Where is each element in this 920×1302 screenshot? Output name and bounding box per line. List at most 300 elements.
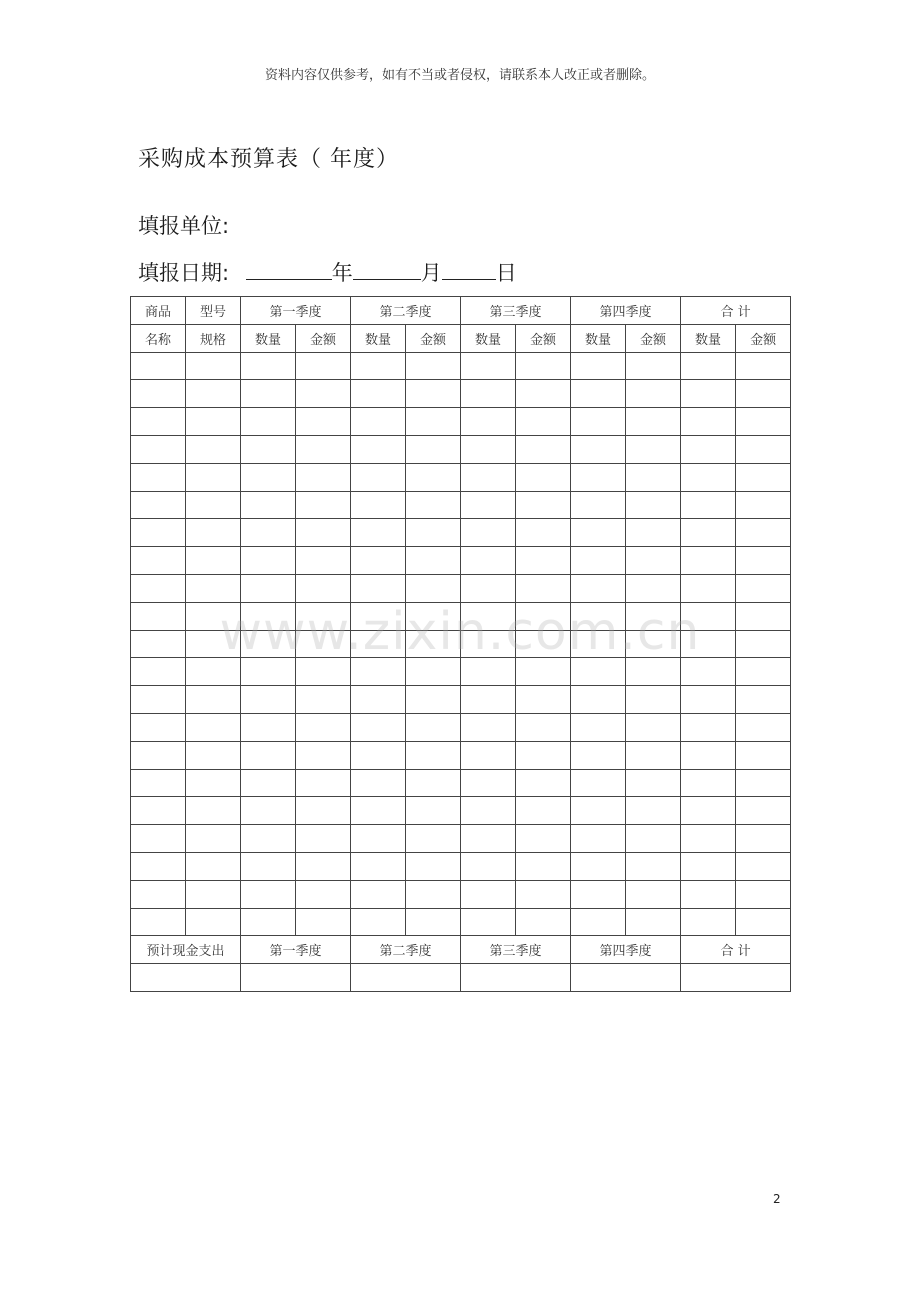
table-cell[interactable] [406, 630, 461, 658]
table-cell[interactable] [681, 880, 736, 908]
table-row [131, 686, 791, 714]
table-cell[interactable] [296, 602, 351, 630]
table-cell[interactable] [516, 825, 571, 853]
cash-value-cell[interactable] [571, 964, 681, 992]
table-cell[interactable] [406, 602, 461, 630]
header-model-spec-top: 型号 [186, 297, 241, 325]
table-cell[interactable] [131, 519, 186, 547]
table-cell[interactable] [186, 408, 241, 436]
table-cell[interactable] [461, 602, 516, 630]
table-cell[interactable] [516, 686, 571, 714]
table-cell[interactable] [296, 435, 351, 463]
table-cell[interactable] [351, 352, 406, 380]
table-cell[interactable] [626, 435, 681, 463]
table-cell[interactable] [406, 380, 461, 408]
table-cell[interactable] [131, 769, 186, 797]
table-cell[interactable] [351, 602, 406, 630]
table-row [131, 602, 791, 630]
table-cell[interactable] [516, 797, 571, 825]
header-item-name-bottom: 名称 [131, 324, 186, 352]
table-cell[interactable] [736, 658, 791, 686]
table-cell[interactable] [241, 741, 296, 769]
table-cell[interactable] [351, 769, 406, 797]
table-cell[interactable] [736, 352, 791, 380]
table-cell[interactable] [681, 713, 736, 741]
table-cell[interactable] [296, 908, 351, 936]
table-cell[interactable] [626, 630, 681, 658]
table-row [131, 547, 791, 575]
table-cell[interactable] [406, 769, 461, 797]
table-cell[interactable] [241, 852, 296, 880]
table-cell[interactable] [461, 797, 516, 825]
table-cell[interactable] [571, 435, 626, 463]
table-cell[interactable] [131, 602, 186, 630]
table-cell[interactable] [516, 491, 571, 519]
table-cell[interactable] [461, 880, 516, 908]
cash-column-header: 第三季度 [461, 936, 571, 964]
table-row [131, 408, 791, 436]
table-row [131, 825, 791, 853]
table-cell[interactable] [516, 658, 571, 686]
table-cell[interactable] [351, 880, 406, 908]
table-cell[interactable] [626, 852, 681, 880]
table-cell[interactable] [241, 435, 296, 463]
table-cell[interactable] [681, 797, 736, 825]
table-cell[interactable] [186, 574, 241, 602]
table-cell[interactable] [186, 769, 241, 797]
document-title: 采购成本预算表（ 年度） [138, 147, 399, 172]
table-cell[interactable] [296, 797, 351, 825]
table-cell[interactable] [571, 463, 626, 491]
table-cell[interactable] [186, 602, 241, 630]
table-cell[interactable] [736, 380, 791, 408]
table-cell[interactable] [681, 519, 736, 547]
table-cell[interactable] [571, 686, 626, 714]
table-cell[interactable] [736, 574, 791, 602]
table-cell[interactable] [241, 686, 296, 714]
table-row [131, 352, 791, 380]
table-cell[interactable] [461, 352, 516, 380]
table-cell[interactable] [681, 547, 736, 575]
table-cell[interactable] [296, 880, 351, 908]
table-cell[interactable] [681, 491, 736, 519]
table-cell[interactable] [131, 852, 186, 880]
table-cell[interactable] [296, 713, 351, 741]
table-cell[interactable] [186, 630, 241, 658]
header-quantity: 数量 [351, 324, 406, 352]
table-cell[interactable] [296, 769, 351, 797]
month-blank [353, 259, 421, 280]
table-cell[interactable] [736, 713, 791, 741]
table-cell[interactable] [571, 352, 626, 380]
table-cell[interactable] [406, 908, 461, 936]
table-cell[interactable] [571, 380, 626, 408]
table-cell[interactable] [516, 741, 571, 769]
table-cell[interactable] [626, 908, 681, 936]
table-cell[interactable] [131, 741, 186, 769]
table-cell[interactable] [131, 463, 186, 491]
table-cell[interactable] [351, 797, 406, 825]
table-cell[interactable] [571, 519, 626, 547]
cash-expenditure-label: 预计现金支出 [131, 936, 241, 964]
table-cell[interactable] [736, 435, 791, 463]
table-cell[interactable] [571, 880, 626, 908]
table-cell[interactable] [626, 352, 681, 380]
table-cell[interactable] [406, 713, 461, 741]
table-cell[interactable] [626, 602, 681, 630]
header-amount: 金额 [626, 324, 681, 352]
table-cell[interactable] [736, 797, 791, 825]
table-cell[interactable] [736, 825, 791, 853]
table-cell[interactable] [241, 880, 296, 908]
table-cell[interactable] [571, 491, 626, 519]
table-cell[interactable] [351, 686, 406, 714]
table-cell[interactable] [626, 547, 681, 575]
table-cell[interactable] [131, 435, 186, 463]
table-cell[interactable] [296, 630, 351, 658]
table-cell[interactable] [241, 352, 296, 380]
table-cell[interactable] [296, 380, 351, 408]
table-cell[interactable] [296, 658, 351, 686]
table-cell[interactable] [351, 463, 406, 491]
header-item-name-top: 商品 [131, 297, 186, 325]
table-cell[interactable] [406, 741, 461, 769]
table-cell[interactable] [681, 352, 736, 380]
table-cell[interactable] [351, 713, 406, 741]
table-cell[interactable] [186, 797, 241, 825]
day-blank [442, 259, 496, 280]
month-label: 月 [420, 261, 442, 285]
table-cell[interactable] [186, 852, 241, 880]
table-cell[interactable] [131, 825, 186, 853]
table-cell[interactable] [406, 658, 461, 686]
table-cell[interactable] [681, 630, 736, 658]
table-cell[interactable] [736, 880, 791, 908]
table-cell[interactable] [186, 741, 241, 769]
table-cell[interactable] [131, 658, 186, 686]
table-cell[interactable] [516, 769, 571, 797]
table-cell[interactable] [461, 658, 516, 686]
table-cell[interactable] [461, 769, 516, 797]
table-cell[interactable] [461, 908, 516, 936]
watermark: www.zixin.com.cn [219, 602, 701, 662]
table-cell[interactable] [516, 574, 571, 602]
table-cell[interactable] [736, 519, 791, 547]
table-cell[interactable] [571, 797, 626, 825]
table-cell[interactable] [516, 852, 571, 880]
table-cell[interactable] [296, 574, 351, 602]
table-cell[interactable] [241, 408, 296, 436]
table-cell[interactable] [516, 519, 571, 547]
cash-value-cell[interactable] [131, 964, 241, 992]
table-cell[interactable] [131, 380, 186, 408]
table-cell[interactable] [406, 352, 461, 380]
cash-header-row [131, 936, 791, 964]
table-cell[interactable] [516, 408, 571, 436]
table-row [131, 519, 791, 547]
table-cell[interactable] [516, 352, 571, 380]
table-cell[interactable] [351, 408, 406, 436]
cash-column-header: 合 计 [681, 936, 791, 964]
table-cell[interactable] [241, 574, 296, 602]
table-cell[interactable] [681, 380, 736, 408]
table-cell[interactable] [241, 825, 296, 853]
table-cell[interactable] [131, 686, 186, 714]
table-cell[interactable] [626, 741, 681, 769]
header-amount: 金额 [736, 324, 791, 352]
table-cell[interactable] [406, 547, 461, 575]
cash-value-cell[interactable] [241, 964, 351, 992]
table-cell[interactable] [131, 713, 186, 741]
table-cell[interactable] [406, 519, 461, 547]
table-cell[interactable] [461, 825, 516, 853]
table-cell[interactable] [186, 547, 241, 575]
table-cell[interactable] [351, 852, 406, 880]
table-cell[interactable] [406, 463, 461, 491]
table-cell[interactable] [516, 435, 571, 463]
table-cell[interactable] [736, 769, 791, 797]
table-cell[interactable] [406, 797, 461, 825]
table-cell[interactable] [241, 908, 296, 936]
table-cell[interactable] [186, 658, 241, 686]
table-cell[interactable] [296, 352, 351, 380]
table-cell[interactable] [681, 852, 736, 880]
table-cell[interactable] [681, 574, 736, 602]
header-row-quarters [131, 297, 791, 325]
table-cell[interactable] [296, 547, 351, 575]
table-cell[interactable] [131, 547, 186, 575]
table-cell[interactable] [296, 519, 351, 547]
table-cell[interactable] [571, 574, 626, 602]
table-cell[interactable] [681, 825, 736, 853]
table-cell[interactable] [461, 713, 516, 741]
table-cell[interactable] [186, 825, 241, 853]
table-cell[interactable] [241, 463, 296, 491]
table-cell[interactable] [571, 713, 626, 741]
table-cell[interactable] [131, 491, 186, 519]
header-quantity: 数量 [571, 324, 626, 352]
table-cell[interactable] [626, 797, 681, 825]
table-row [131, 380, 791, 408]
table-cell[interactable] [461, 408, 516, 436]
table-cell[interactable] [516, 880, 571, 908]
table-cell[interactable] [461, 630, 516, 658]
table-cell[interactable] [131, 797, 186, 825]
table-cell[interactable] [681, 658, 736, 686]
header-amount: 金额 [516, 324, 571, 352]
table-cell[interactable] [516, 713, 571, 741]
table-cell[interactable] [241, 769, 296, 797]
table-cell[interactable] [736, 741, 791, 769]
table-cell[interactable] [351, 491, 406, 519]
table-cell[interactable] [461, 435, 516, 463]
table-row [131, 880, 791, 908]
table-cell[interactable] [241, 547, 296, 575]
table-cell[interactable] [571, 852, 626, 880]
table-cell[interactable] [681, 408, 736, 436]
table-cell[interactable] [186, 352, 241, 380]
table-cell[interactable] [406, 880, 461, 908]
reporting-date-line [138, 257, 517, 287]
table-cell[interactable] [296, 686, 351, 714]
table-cell[interactable] [516, 602, 571, 630]
table-cell[interactable] [186, 908, 241, 936]
table-cell[interactable] [351, 547, 406, 575]
table-cell[interactable] [571, 741, 626, 769]
header-total: 合 计 [681, 297, 791, 325]
cash-value-cell[interactable] [681, 964, 791, 992]
header-quantity: 数量 [681, 324, 736, 352]
table-cell[interactable] [571, 547, 626, 575]
table-cell[interactable] [626, 380, 681, 408]
table-cell[interactable] [626, 713, 681, 741]
table-cell[interactable] [571, 825, 626, 853]
table-cell[interactable] [186, 380, 241, 408]
reporting-unit-label: 填报单位: [138, 214, 230, 238]
table-cell[interactable] [626, 408, 681, 436]
table-cell[interactable] [626, 825, 681, 853]
table-cell[interactable] [351, 825, 406, 853]
table-cell[interactable] [296, 463, 351, 491]
date-label: 填报日期: [138, 261, 230, 285]
table-cell[interactable] [461, 741, 516, 769]
cash-value-cell[interactable] [351, 964, 461, 992]
table-cell[interactable] [626, 574, 681, 602]
table-cell[interactable] [736, 908, 791, 936]
table-cell[interactable] [351, 519, 406, 547]
table-cell[interactable] [406, 825, 461, 853]
table-cell[interactable] [626, 658, 681, 686]
table-cell[interactable] [736, 463, 791, 491]
table-cell[interactable] [461, 491, 516, 519]
table-cell[interactable] [241, 713, 296, 741]
table-cell[interactable] [681, 435, 736, 463]
table-cell[interactable] [131, 908, 186, 936]
table-cell[interactable] [461, 574, 516, 602]
table-cell[interactable] [296, 408, 351, 436]
table-cell[interactable] [461, 463, 516, 491]
table-cell[interactable] [186, 686, 241, 714]
table-cell[interactable] [461, 686, 516, 714]
table-cell[interactable] [571, 658, 626, 686]
table-cell[interactable] [571, 602, 626, 630]
cash-value-row [131, 964, 791, 992]
table-cell[interactable] [461, 547, 516, 575]
table-cell[interactable] [736, 491, 791, 519]
table-cell[interactable] [681, 463, 736, 491]
table-cell[interactable] [461, 519, 516, 547]
cash-value-cell[interactable] [461, 964, 571, 992]
table-cell[interactable] [351, 741, 406, 769]
table-cell[interactable] [186, 435, 241, 463]
table-cell[interactable] [186, 713, 241, 741]
table-cell[interactable] [736, 686, 791, 714]
table-cell[interactable] [406, 574, 461, 602]
table-cell[interactable] [186, 880, 241, 908]
table-cell[interactable] [571, 408, 626, 436]
table-cell[interactable] [351, 630, 406, 658]
table-cell[interactable] [516, 463, 571, 491]
table-cell[interactable] [241, 658, 296, 686]
table-cell[interactable] [186, 519, 241, 547]
table-cell[interactable] [736, 852, 791, 880]
table-cell[interactable] [626, 491, 681, 519]
table-cell[interactable] [296, 852, 351, 880]
table-cell[interactable] [131, 880, 186, 908]
table-cell[interactable] [571, 908, 626, 936]
table-cell[interactable] [131, 408, 186, 436]
table-cell[interactable] [406, 686, 461, 714]
budget-table [130, 296, 791, 992]
page-number: 2 [773, 1192, 781, 1206]
table-cell[interactable] [406, 852, 461, 880]
table-cell[interactable] [736, 602, 791, 630]
table-cell[interactable] [681, 602, 736, 630]
header-amount: 金额 [406, 324, 461, 352]
table-cell[interactable] [461, 852, 516, 880]
table-cell[interactable] [131, 630, 186, 658]
table-cell[interactable] [241, 797, 296, 825]
table-cell[interactable] [406, 408, 461, 436]
table-cell[interactable] [241, 380, 296, 408]
table-cell[interactable] [736, 630, 791, 658]
table-cell[interactable] [681, 686, 736, 714]
table-cell[interactable] [351, 908, 406, 936]
table-cell[interactable] [351, 380, 406, 408]
table-cell[interactable] [516, 547, 571, 575]
table-cell[interactable] [626, 880, 681, 908]
year-label: 年 [331, 261, 353, 285]
table-cell[interactable] [571, 769, 626, 797]
table-cell[interactable] [626, 769, 681, 797]
table-cell[interactable] [571, 630, 626, 658]
table-cell[interactable] [516, 380, 571, 408]
header-quarter-4: 第四季度 [571, 297, 681, 325]
table-cell[interactable] [681, 741, 736, 769]
table-cell[interactable] [736, 547, 791, 575]
table-cell[interactable] [516, 630, 571, 658]
table-cell[interactable] [461, 380, 516, 408]
table-cell[interactable] [736, 408, 791, 436]
table-cell[interactable] [681, 908, 736, 936]
table-cell[interactable] [296, 825, 351, 853]
table-cell[interactable] [186, 463, 241, 491]
header-model-spec-bottom: 规格 [186, 324, 241, 352]
table-cell[interactable] [406, 435, 461, 463]
table-cell[interactable] [626, 519, 681, 547]
table-cell[interactable] [406, 491, 461, 519]
table-cell[interactable] [241, 519, 296, 547]
table-cell[interactable] [351, 435, 406, 463]
table-cell[interactable] [626, 463, 681, 491]
table-cell[interactable] [131, 574, 186, 602]
table-cell[interactable] [516, 908, 571, 936]
table-cell[interactable] [186, 491, 241, 519]
table-row [131, 741, 791, 769]
table-cell[interactable] [241, 491, 296, 519]
table-cell[interactable] [296, 491, 351, 519]
table-cell[interactable] [351, 574, 406, 602]
table-cell[interactable] [296, 741, 351, 769]
table-row [131, 574, 791, 602]
table-cell[interactable] [351, 658, 406, 686]
table-cell[interactable] [626, 686, 681, 714]
table-row [131, 435, 791, 463]
table-cell[interactable] [681, 769, 736, 797]
table-cell[interactable] [241, 630, 296, 658]
table-cell[interactable] [241, 602, 296, 630]
table-cell[interactable] [131, 352, 186, 380]
